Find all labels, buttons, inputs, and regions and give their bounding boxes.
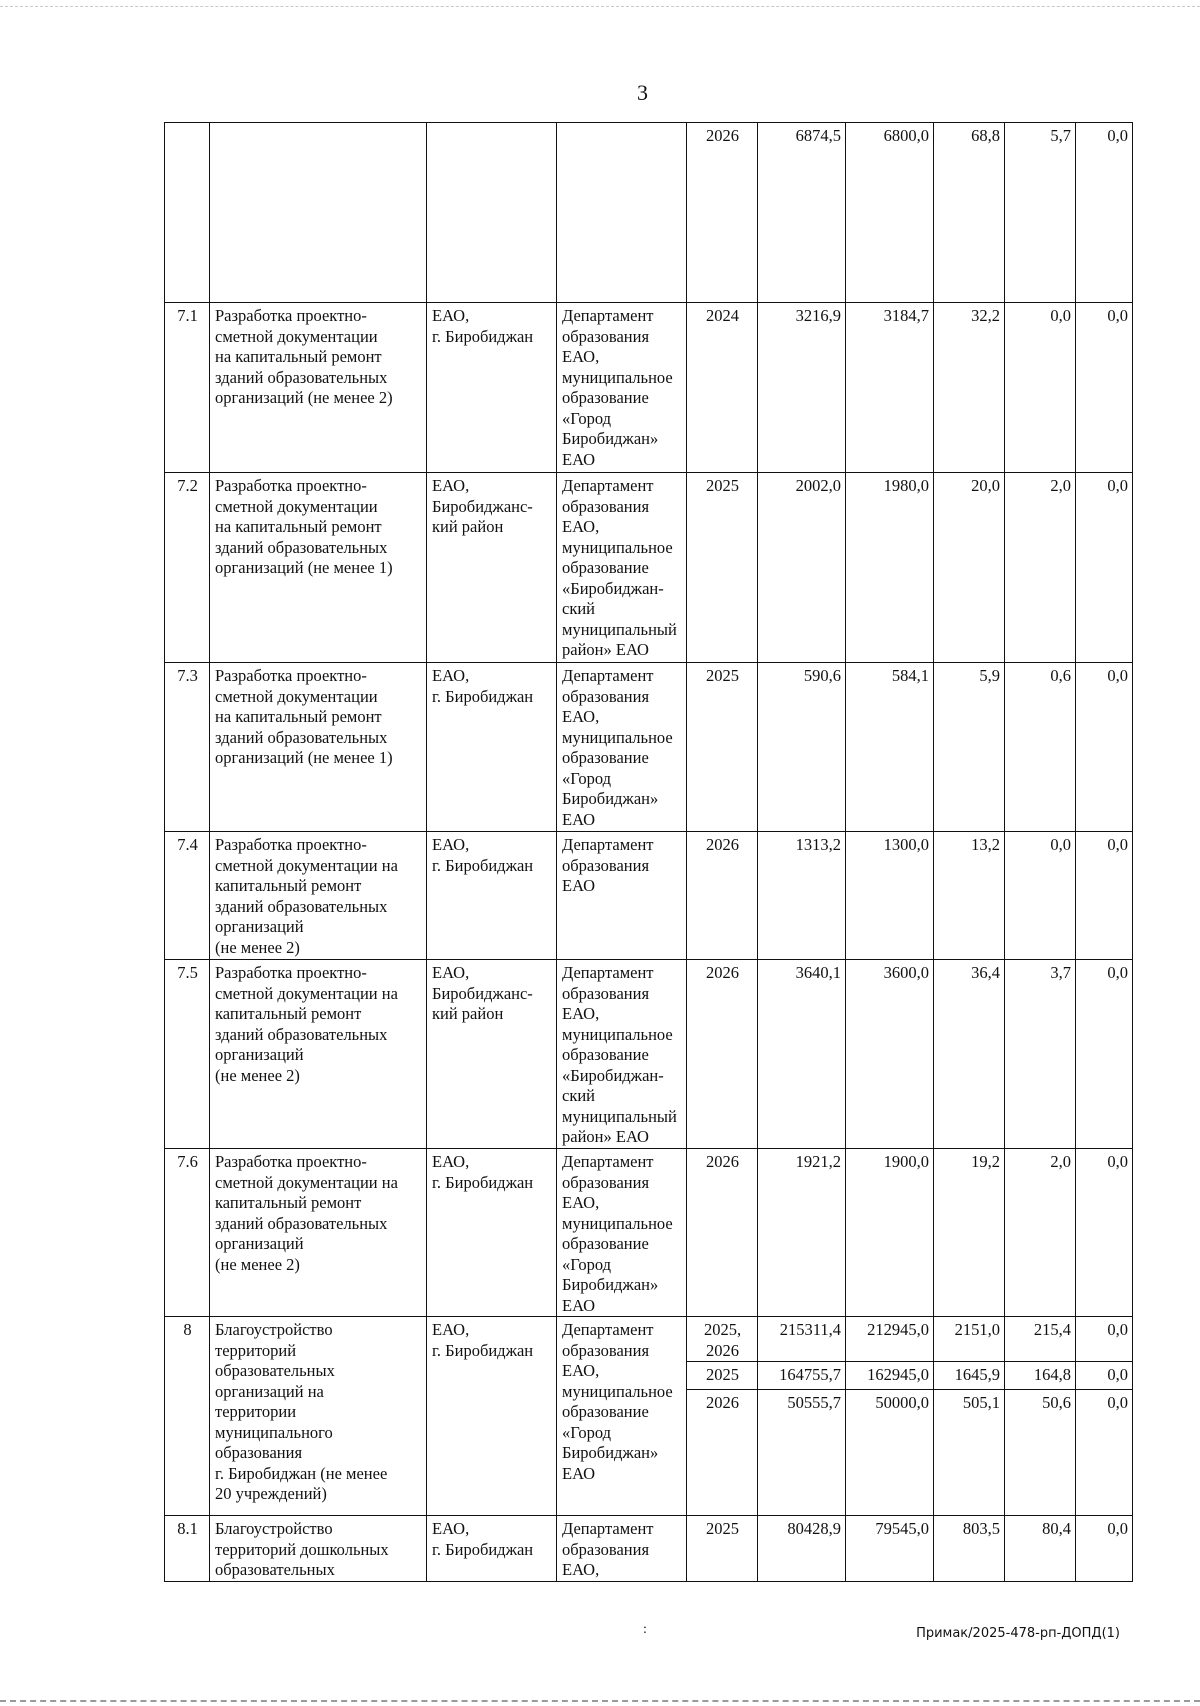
page-number: 3 bbox=[637, 80, 648, 105]
value-municipal: 3,7 bbox=[1005, 960, 1076, 1149]
table-row bbox=[165, 663, 1133, 832]
row-number: 7.2 bbox=[165, 473, 210, 663]
value-regional: 505,1 bbox=[934, 1390, 1005, 1516]
value-other: 0,0 bbox=[1076, 1317, 1133, 1362]
measure-year: 2026 bbox=[687, 832, 758, 960]
value-regional: 36,4 bbox=[934, 960, 1005, 1149]
row-number: 8.1 bbox=[165, 1516, 210, 1582]
value-total: 215311,4 bbox=[758, 1317, 846, 1362]
value-total: 3216,9 bbox=[758, 303, 846, 473]
value-total: 50555,7 bbox=[758, 1390, 846, 1516]
measure-place: ЕАО, г. Биробиджан bbox=[427, 832, 557, 960]
value-federal: 584,1 bbox=[846, 663, 934, 832]
value-municipal: 0,6 bbox=[1005, 663, 1076, 832]
measure-year: 2025 bbox=[687, 1362, 758, 1390]
value-municipal: 0,0 bbox=[1005, 303, 1076, 473]
measure-executor: Департамент образования ЕАО, муниципальное образование «Город Биробиджан» ЕАО bbox=[557, 1317, 687, 1516]
measure-year: 2024 bbox=[687, 303, 758, 473]
measure-executor: Департамент образования ЕАО, муниципальное образование «Город Биробиджан» ЕАО bbox=[557, 1149, 687, 1317]
measure-place: ЕАО, Биробиджанс- кий район bbox=[427, 473, 557, 663]
value-municipal: 0,0 bbox=[1005, 832, 1076, 960]
measures-table bbox=[164, 122, 1133, 1582]
value-total: 2002,0 bbox=[758, 473, 846, 663]
value-other: 0,0 bbox=[1076, 1149, 1133, 1317]
row-number: 7.3 bbox=[165, 663, 210, 832]
table-row bbox=[165, 1149, 1133, 1317]
value-other: 0,0 bbox=[1076, 473, 1133, 663]
measure-year: 2025, 2026 bbox=[687, 1317, 758, 1362]
value-other: 0,0 bbox=[1076, 1362, 1133, 1390]
measure-executor: Департамент образования ЕАО, муниципальное образование «Биробиджан- ский муниципальный район» ЕАО bbox=[557, 960, 687, 1149]
measure-executor: Департамент образования ЕАО, муниципальное образование «Биробиджан- ский муниципальный район» ЕАО bbox=[557, 473, 687, 663]
table-row bbox=[165, 303, 1133, 473]
value-federal: 6800,0 bbox=[846, 123, 934, 303]
value-regional: 68,8 bbox=[934, 123, 1005, 303]
value-total: 1921,2 bbox=[758, 1149, 846, 1317]
value-regional: 32,2 bbox=[934, 303, 1005, 473]
measure-place: ЕАО, г. Биробиджан bbox=[427, 663, 557, 832]
measure-place: ЕАО, г. Биробиджан bbox=[427, 1516, 557, 1582]
row-number: 8 bbox=[165, 1317, 210, 1516]
measure-place: ЕАО, Биробиджанс- кий район bbox=[427, 960, 557, 1149]
measure-year: 2026 bbox=[687, 1390, 758, 1516]
value-federal: 3600,0 bbox=[846, 960, 934, 1149]
value-federal: 1980,0 bbox=[846, 473, 934, 663]
measure-executor: Департамент образования ЕАО, bbox=[557, 1516, 687, 1582]
value-other: 0,0 bbox=[1076, 832, 1133, 960]
value-municipal: 50,6 bbox=[1005, 1390, 1076, 1516]
value-regional: 2151,0 bbox=[934, 1317, 1005, 1362]
measure-place: ЕАО, г. Биробиджан bbox=[427, 303, 557, 473]
value-total: 3640,1 bbox=[758, 960, 846, 1149]
footer-mark: : bbox=[643, 1622, 647, 1637]
measure-year: 2026 bbox=[687, 1149, 758, 1317]
value-regional: 19,2 bbox=[934, 1149, 1005, 1317]
scan-artifact-top bbox=[0, 6, 1200, 8]
value-federal: 3184,7 bbox=[846, 303, 934, 473]
value-other: 0,0 bbox=[1076, 1516, 1133, 1582]
row-number: 7.1 bbox=[165, 303, 210, 473]
value-municipal: 215,4 bbox=[1005, 1317, 1076, 1362]
value-other: 0,0 bbox=[1076, 960, 1133, 1149]
measure-year: 2026 bbox=[687, 123, 758, 303]
measure-executor: Департамент образования ЕАО bbox=[557, 832, 687, 960]
value-municipal: 80,4 bbox=[1005, 1516, 1076, 1582]
value-regional: 20,0 bbox=[934, 473, 1005, 663]
row-number: 7.6 bbox=[165, 1149, 210, 1317]
scan-artifact-bottom bbox=[0, 1700, 1200, 1703]
table-row bbox=[165, 473, 1133, 663]
row-number: 7.5 bbox=[165, 960, 210, 1149]
value-total: 1313,2 bbox=[758, 832, 846, 960]
measure-place bbox=[427, 123, 557, 303]
value-other: 0,0 bbox=[1076, 663, 1133, 832]
document-code: Примак/2025-478-рп-ДОПД(1) bbox=[916, 1626, 1120, 1641]
value-total: 590,6 bbox=[758, 663, 846, 832]
value-federal: 50000,0 bbox=[846, 1390, 934, 1516]
table-row bbox=[165, 832, 1133, 960]
value-regional: 803,5 bbox=[934, 1516, 1005, 1582]
measure-name bbox=[210, 123, 427, 303]
measure-name: Разработка проектно- сметной документации на капитальный ремонт зданий образовательных организаций (не менее 1) bbox=[210, 473, 427, 663]
measure-year: 2026 bbox=[687, 960, 758, 1149]
value-total: 80428,9 bbox=[758, 1516, 846, 1582]
value-other: 0,0 bbox=[1076, 1390, 1133, 1516]
measure-year: 2025 bbox=[687, 663, 758, 832]
value-total: 6874,5 bbox=[758, 123, 846, 303]
value-other: 0,0 bbox=[1076, 123, 1133, 303]
measure-name: Разработка проектно- сметной документации на капитальный ремонт зданий образовательных организаций (не менее 2) bbox=[210, 832, 427, 960]
value-federal: 1300,0 bbox=[846, 832, 934, 960]
measure-executor: Департамент образования ЕАО, муниципальное образование «Город Биробиджан» ЕАО bbox=[557, 663, 687, 832]
table-row bbox=[165, 960, 1133, 1149]
measure-name: Благоустройство территорий дошкольных образовательных bbox=[210, 1516, 427, 1582]
measure-place: ЕАО, г. Биробиджан bbox=[427, 1317, 557, 1516]
value-municipal: 2,0 bbox=[1005, 473, 1076, 663]
value-other: 0,0 bbox=[1076, 303, 1133, 473]
row-number bbox=[165, 123, 210, 303]
measure-year: 2025 bbox=[687, 473, 758, 663]
value-federal: 162945,0 bbox=[846, 1362, 934, 1390]
measure-name: Разработка проектно- сметной документации на капитальный ремонт зданий образовательных организаций (не менее 1) bbox=[210, 663, 427, 832]
measure-place: ЕАО, г. Биробиджан bbox=[427, 1149, 557, 1317]
value-regional: 1645,9 bbox=[934, 1362, 1005, 1390]
table-row bbox=[165, 1516, 1133, 1582]
measure-executor: Департамент образования ЕАО, муниципальное образование «Город Биробиджан» ЕАО bbox=[557, 303, 687, 473]
value-municipal: 2,0 bbox=[1005, 1149, 1076, 1317]
value-total: 164755,7 bbox=[758, 1362, 846, 1390]
value-federal: 212945,0 bbox=[846, 1317, 934, 1362]
measure-name: Благоустройство территорий образовательных организаций на территории муниципального образования г. Биробиджан (не менее 20 учреждений) bbox=[210, 1317, 427, 1516]
measure-name: Разработка проектно- сметной документации на капитальный ремонт зданий образовательных организаций (не менее 2) bbox=[210, 303, 427, 473]
value-federal: 79545,0 bbox=[846, 1516, 934, 1582]
measure-name: Разработка проектно- сметной документации на капитальный ремонт зданий образовательных организаций (не менее 2) bbox=[210, 1149, 427, 1317]
value-regional: 5,9 bbox=[934, 663, 1005, 832]
table-row bbox=[165, 1317, 1133, 1362]
value-municipal: 5,7 bbox=[1005, 123, 1076, 303]
measure-executor bbox=[557, 123, 687, 303]
value-regional: 13,2 bbox=[934, 832, 1005, 960]
value-federal: 1900,0 bbox=[846, 1149, 934, 1317]
table-row bbox=[165, 123, 1133, 303]
measure-year: 2025 bbox=[687, 1516, 758, 1582]
measure-name: Разработка проектно- сметной документации на капитальный ремонт зданий образовательных организаций (не менее 2) bbox=[210, 960, 427, 1149]
value-municipal: 164,8 bbox=[1005, 1362, 1076, 1390]
row-number: 7.4 bbox=[165, 832, 210, 960]
